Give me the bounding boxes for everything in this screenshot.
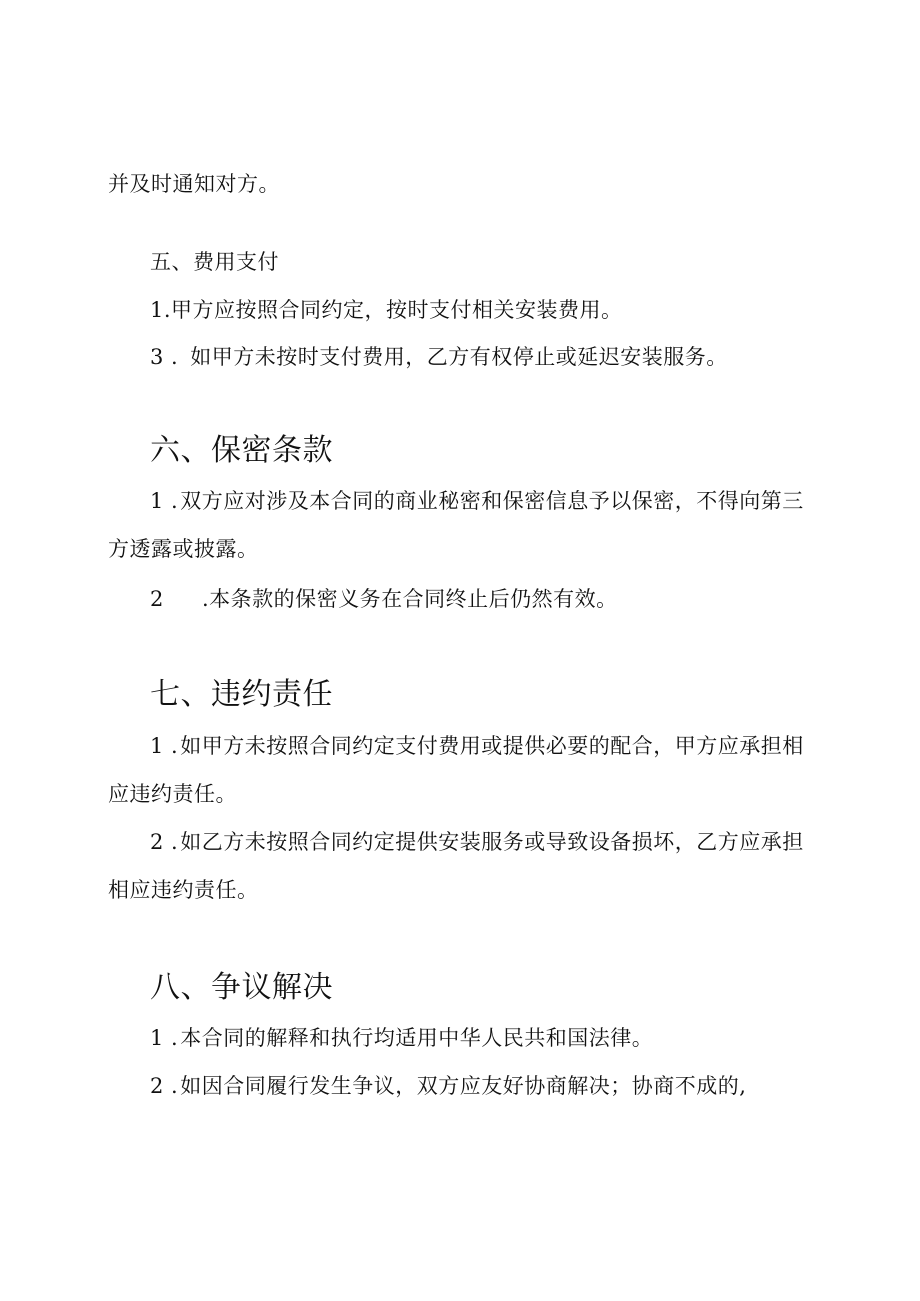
section-7-title: 七、违约责任 (150, 677, 333, 712)
item-text: 如甲方未按时支付费用，乙方有权停止或延迟安装服务。 (190, 345, 728, 369)
item-text: .本条款的保密义务在合同终止后仍然有效。 (202, 587, 618, 611)
section-8-item-1 (150, 1024, 653, 1052)
section-8-title: 八、争议解决 (150, 970, 333, 1005)
item-number: 2 (150, 587, 164, 611)
section-5-item-2 (150, 343, 728, 371)
section-5-item-1 (150, 296, 623, 324)
section-5-title: 五、费用支付 (150, 250, 279, 274)
item-text: 双方应对涉及本合同的商业秘密和保密信息予以保密，不得向第三 (180, 489, 804, 513)
section-6-item-1-cont: 方透露或披露。 (108, 537, 259, 561)
item-number: 3 . (150, 345, 179, 369)
item-number: 1. (150, 298, 172, 322)
item-number: 1 . (150, 489, 179, 513)
item-text: 本合同的解释和执行均适用中华人民共和国法律。 (180, 1026, 654, 1050)
continuation-text: 并及时通知对方。 (108, 172, 280, 196)
item-text: 甲方应按照合同约定，按时支付相关安装费用。 (171, 298, 623, 322)
section-7-item-2-cont: 相应违约责任。 (108, 878, 259, 902)
section-7-item-1-cont: 应违约责任。 (108, 782, 237, 806)
section-7-item-1 (150, 732, 804, 760)
section-6-item-1 (150, 487, 804, 515)
section-8-item-2 (150, 1072, 746, 1100)
section-6-item-2 (150, 585, 618, 613)
item-text: 如甲方未按照合同约定支付费用或提供必要的配合，甲方应承担相 (180, 734, 804, 758)
section-7-item-2 (150, 828, 804, 856)
section-6-title: 六、保密条款 (150, 433, 333, 468)
item-number: 2 . (150, 1074, 179, 1098)
item-text: 如乙方未按照合同约定提供安装服务或导致设备损坏，乙方应承担 (180, 830, 804, 854)
item-number: 1 . (150, 1026, 179, 1050)
item-number: 2 . (150, 830, 179, 854)
item-number: 1 . (150, 734, 179, 758)
item-text: 如因合同履行发生争议，双方应友好协商解决；协商不成的, (180, 1074, 747, 1098)
